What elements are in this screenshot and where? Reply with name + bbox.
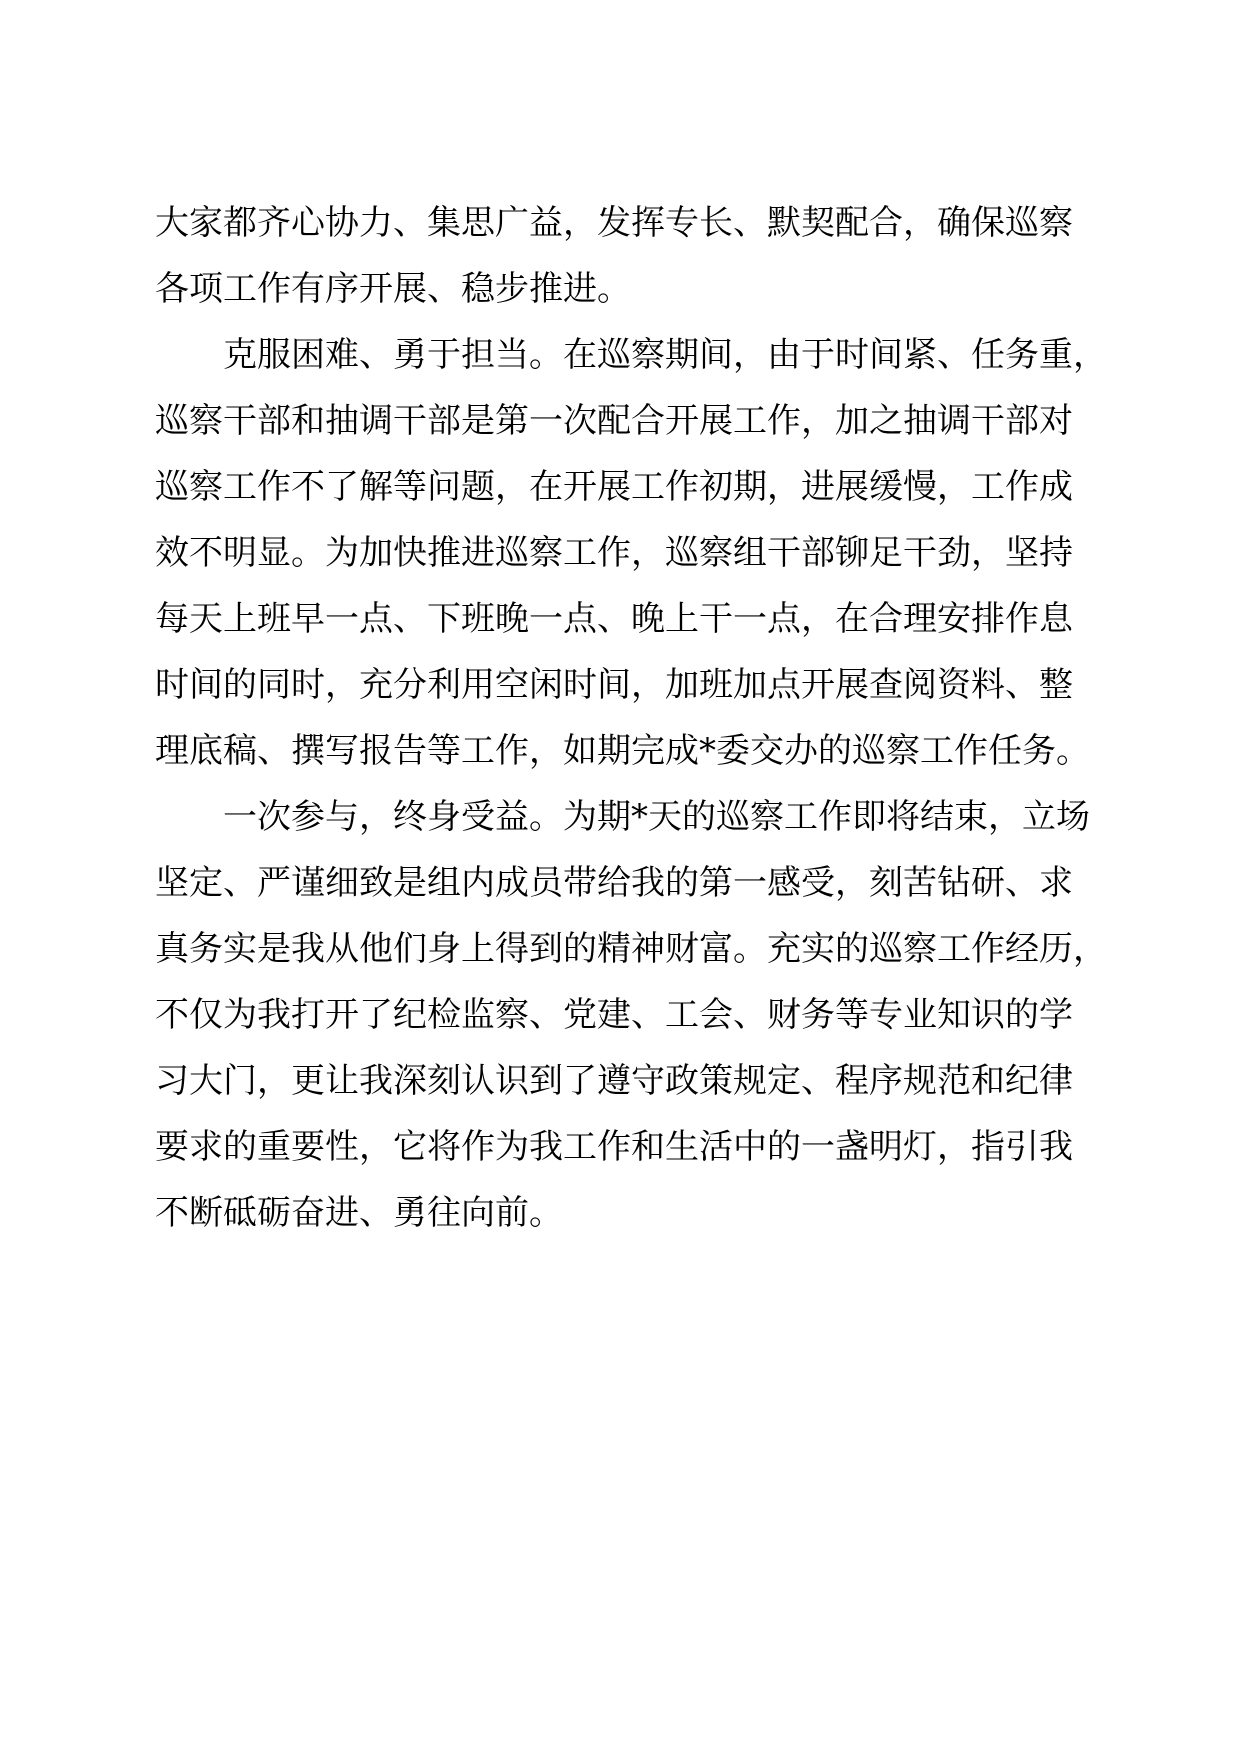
paragraph-line: 真务实是我从他们身上得到的精神财富。充实的巡察工作经历， [155,929,1107,969]
paragraph-line: 巡察干部和抽调干部是第一次配合开展工作，加之抽调干部对 [155,401,1073,441]
paragraph-line: 习大门，更让我深刻认识到了遵守政策规定、程序规范和纪律 [155,1061,1073,1101]
paragraph-line: 要求的重要性，它将作为我工作和生活中的一盏明灯，指引我 [155,1127,1073,1167]
paragraph-line: 效不明显。为加快推进巡察工作，巡察组干部铆足干劲，坚持 [155,533,1073,573]
paragraph-3 [155,784,1107,1246]
paragraph-line: 大家都齐心协力、集思广益，发挥专长、默契配合，确保巡察 [155,203,1073,243]
paragraph-line: 各项工作有序开展、稳步推进。 [155,269,631,309]
paragraph-line: 不断砥砺奋进、勇往向前。 [155,1193,563,1233]
paragraph-line: 不仅为我打开了纪检监察、党建、工会、财务等专业知识的学 [155,995,1073,1035]
paragraph-line: 每天上班早一点、下班晚一点、晚上干一点，在合理安排作息 [155,599,1073,639]
paragraph-line: 巡察工作不了解等问题，在开展工作初期，进展缓慢，工作成 [155,467,1073,507]
paragraph-line: 克服困难、勇于担当。在巡察期间，由于时间紧、任务重， [223,335,1107,375]
paragraph-2 [155,322,1107,784]
document-body [155,190,1107,1246]
paragraph-line: 时间的同时，充分利用空闲时间，加班加点开展查阅资料、整 [155,665,1073,705]
paragraph-line: 理底稿、撰写报告等工作，如期完成*委交办的巡察工作任务。 [155,731,1090,771]
paragraph-line: 一次参与，终身受益。为期*天的巡察工作即将结束，立场 [223,797,1090,837]
paragraph-1 [155,190,1073,322]
paragraph-line: 坚定、严谨细致是组内成员带给我的第一感受，刻苦钻研、求 [155,863,1073,903]
